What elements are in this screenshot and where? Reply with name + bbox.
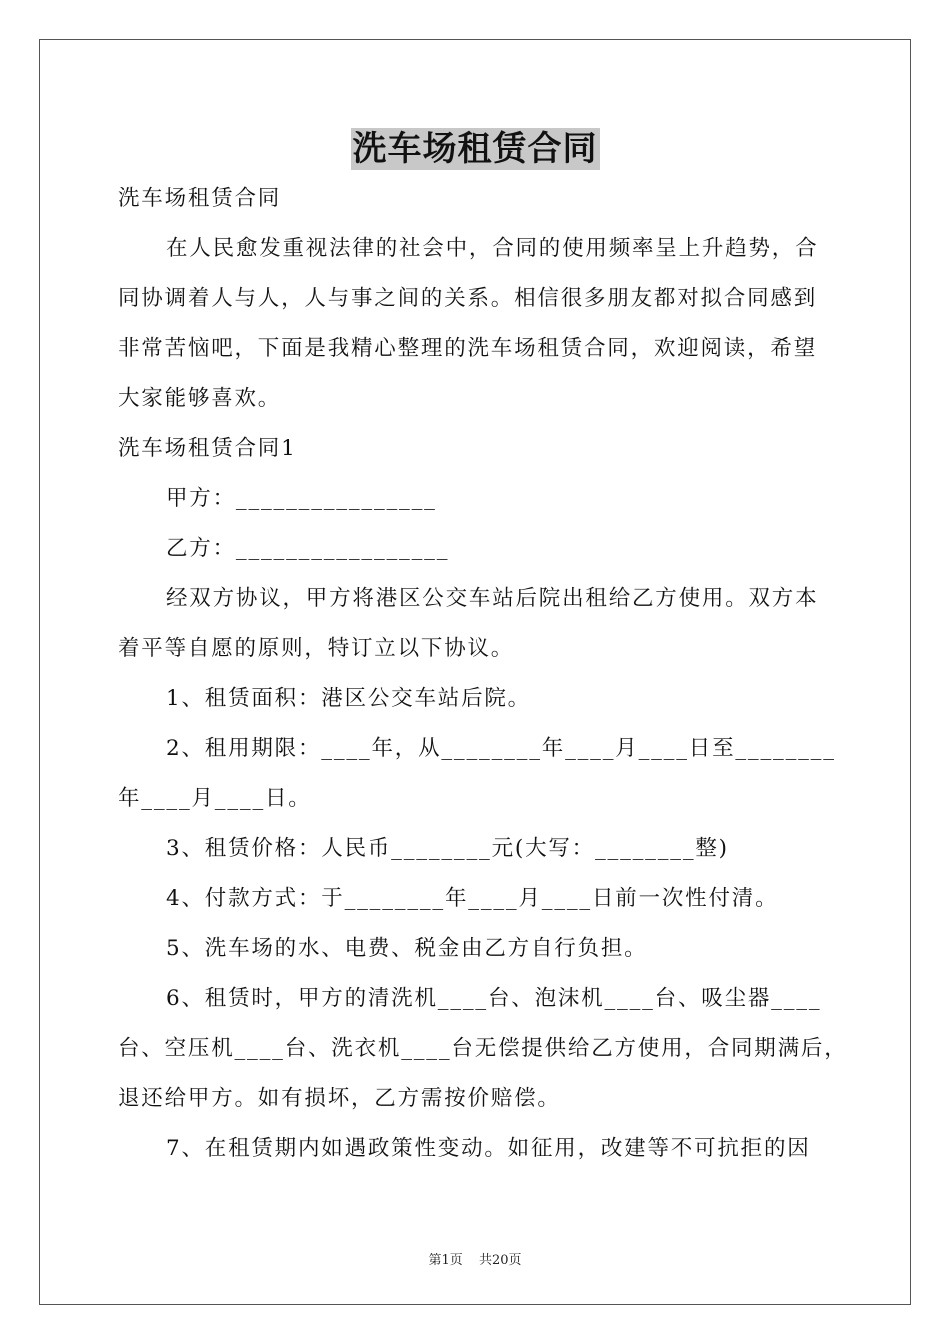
party-b-line: 乙方：_________________ xyxy=(166,536,450,561)
page-total: 共20页 xyxy=(478,1253,522,1268)
page-number: 第1页 xyxy=(428,1253,463,1268)
page-footer xyxy=(0,1249,950,1268)
clause-line: 年____月____日。 xyxy=(118,786,312,811)
party-a-line: 甲方：________________ xyxy=(166,486,437,511)
paragraph-line: 经双方协议，甲方将港区公交车站后院出租给乙方使用。双方本 xyxy=(166,586,819,611)
clause-line: 退还给甲方。如有损坏，乙方需按价赔偿。 xyxy=(118,1086,561,1111)
paragraph-line: 在人民愈发重视法律的社会中，合同的使用频率呈上升趋势，合 xyxy=(166,236,819,261)
document-body xyxy=(118,174,848,1174)
paragraph-line: 洗车场租赁合同 xyxy=(118,186,282,211)
clause-line: 5、洗车场的水、电费、税金由乙方自行负担。 xyxy=(166,936,648,961)
paragraph-line: 非常苦恼吧，下面是我精心整理的洗车场租赁合同，欢迎阅读，希望 xyxy=(118,336,818,361)
clause-line: 2、租用期限：____年，从________年____月____日至________ xyxy=(166,736,836,761)
clause-line: 3、租赁价格：人民币________元(大写：________整) xyxy=(166,836,729,861)
clause-line: 台、空压机____台、洗衣机____台无偿提供给乙方使用，合同期满后， xyxy=(118,1036,848,1061)
paragraph-line: 着平等自愿的原则，特订立以下协议。 xyxy=(118,636,515,661)
document-title: 洗车场租赁合同 xyxy=(352,129,598,169)
paragraph-line: 同协调着人与人，人与事之间的关系。相信很多朋友都对拟合同感到 xyxy=(118,286,818,311)
section-heading: 洗车场租赁合同1 xyxy=(118,436,297,461)
clause-line: 6、租赁时，甲方的清洗机____台、泡沫机____台、吸尘器____ xyxy=(166,986,822,1011)
paragraph-line: 大家能够喜欢。 xyxy=(118,386,282,411)
clause-line: 7、在租赁期内如遇政策性变动。如征用，改建等不可抗拒的因 xyxy=(166,1136,811,1161)
title-container xyxy=(0,128,950,170)
clause-line: 4、付款方式：于________年____月____日前一次性付清。 xyxy=(166,886,779,911)
clause-line: 1、租赁面积：港区公交车站后院。 xyxy=(166,686,531,711)
